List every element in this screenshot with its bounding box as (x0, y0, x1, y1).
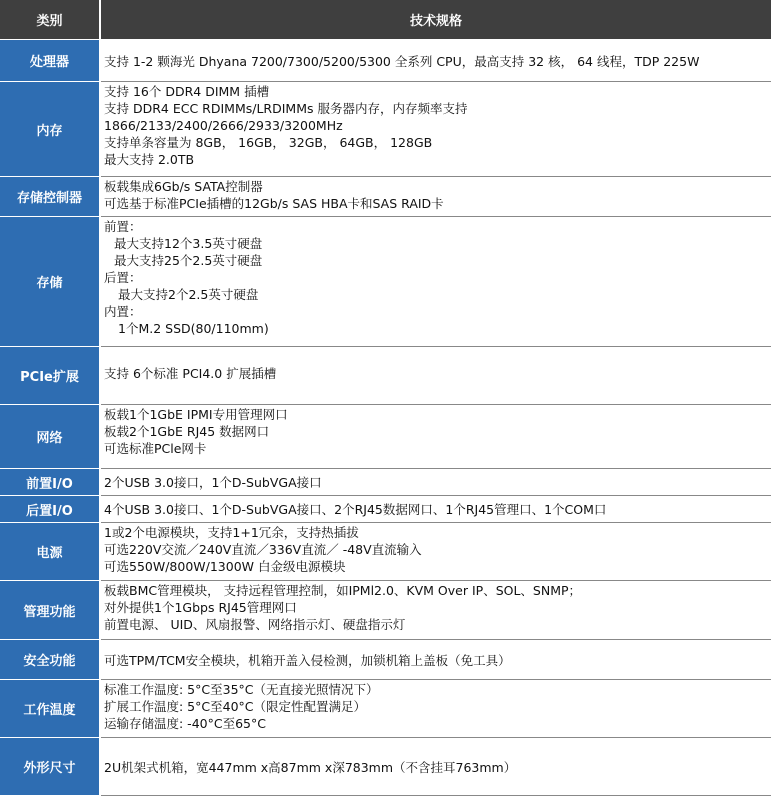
spec-line: 支持单条容量为 8GB， 16GB， 32GB， 64GB， 128GB (104, 135, 433, 150)
spec-cell (100, 405, 771, 469)
spec-cell (100, 640, 771, 680)
table-row (0, 581, 771, 640)
spec-line: 板载BMC管理模块， 支持远程管理控制，如IPMl2.0、KVM Over IP、SOL、SNMP； (104, 583, 582, 598)
spec-line: 可选220V交流／240V直流／336V直流／ -48V直流输入 (104, 542, 422, 557)
spec-line: 支持 16个 DDR4 DIMM 插槽 (104, 84, 270, 99)
category-cell: 管理功能 (0, 581, 100, 640)
spec-line: 可选基于标准PCIe插槽的12Gb/s SAS HBA卡和SAS RAID卡 (104, 196, 444, 211)
spec-cell (100, 347, 771, 405)
header-category: 类别 (0, 0, 100, 40)
table-row (0, 217, 771, 347)
spec-line: 可选标准PCle网卡 (104, 441, 207, 456)
spec-line: 最大支持12个3.5英寸硬盘 (114, 236, 263, 251)
spec-line: 后置： (104, 270, 142, 285)
spec-cell (100, 469, 771, 496)
spec-line: 最大支持2个2.5英寸硬盘 (118, 287, 259, 302)
spec-cell (100, 40, 771, 82)
table-row (0, 82, 771, 177)
category-cell: 存储控制器 (0, 177, 100, 217)
spec-line: 板载集成6Gb/s SATA控制器 (104, 179, 263, 194)
spec-cell (100, 680, 771, 738)
spec-line: 4个USB 3.0接口、1个D-SubVGA接口、2个RJ45数据网口、1个RJ45管理口、1个COM口 (104, 502, 607, 517)
spec-line: 2个USB 3.0接口，1个D-SubVGA接口 (104, 475, 322, 490)
spec-cell (100, 496, 771, 523)
category-cell: 前置I/O (0, 469, 100, 496)
table-row (0, 347, 771, 405)
spec-line: 板载1个1GbE IPMI专用管理网口 (104, 407, 288, 422)
table-row (0, 640, 771, 680)
table-row (0, 496, 771, 523)
spec-line: 前置电源、 UID、风扇报警、网络指示灯、硬盘指示灯 (104, 617, 406, 632)
table-row (0, 523, 771, 581)
table-row (0, 738, 771, 796)
spec-line: 扩展工作温度: 5°C至40°C（限定性配置满足） (104, 699, 367, 714)
category-cell: PCIe扩展 (0, 347, 100, 405)
spec-line: 1或2个电源模块，支持1+1冗余，支持热插拔 (104, 525, 359, 540)
spec-line: 支持 DDR4 ECC RDIMMs/LRDIMMs 服务器内存，内存频率支持 (104, 101, 468, 116)
spec-cell (100, 523, 771, 581)
header-row (0, 0, 771, 40)
spec-line: 2U机架式机箱，宽447mm x高87mm x深783mm（不含挂耳763mm） (104, 759, 517, 775)
category-cell: 内存 (0, 82, 100, 177)
table-row (0, 469, 771, 496)
category-cell: 电源 (0, 523, 100, 581)
table-row (0, 405, 771, 469)
spec-cell (100, 738, 771, 796)
category-cell: 安全功能 (0, 640, 100, 680)
spec-line: 运输存储温度: -40°C至65°C (104, 716, 266, 731)
spec-line: 对外提供1个1Gbps RJ45管理网口 (104, 600, 297, 615)
spec-line: 内置： (104, 304, 142, 319)
spec-line: 前置： (104, 219, 142, 234)
category-cell: 网络 (0, 405, 100, 469)
spec-cell (100, 82, 771, 177)
spec-line: 支持 1-2 颗海光 Dhyana 7200/7300/5200/5300 全系列 CPU，最高支持 32 核， 64 线程，TDP 225W (104, 53, 700, 69)
spec-cell (100, 581, 771, 640)
spec-line: 最大支持25个2.5英寸硬盘 (114, 253, 263, 268)
category-cell: 处理器 (0, 40, 100, 82)
category-cell: 存储 (0, 217, 100, 347)
spec-cell (100, 217, 771, 347)
spec-cell (100, 177, 771, 217)
category-cell: 后置I/O (0, 496, 100, 523)
table-row (0, 680, 771, 738)
table-row (0, 40, 771, 82)
spec-line: 可选550W/800W/1300W 白金级电源模块 (104, 559, 346, 574)
spec-line: 可选TPM/TCM安全模块，机箱开盖入侵检测，加锁机箱上盖板（免工具） (104, 652, 511, 668)
spec-line: 支持 6个标准 PCI4.0 扩展插槽 (104, 366, 277, 381)
header-spec: 技术规格 (100, 0, 771, 40)
spec-line: 标准工作温度: 5°C至35°C（无直接光照情况下） (104, 682, 379, 697)
spec-line: 1个M.2 SSD(80/110mm) (118, 321, 269, 336)
table-row (0, 177, 771, 217)
category-cell: 外形尺寸 (0, 738, 100, 796)
spec-line: 1866/2133/2400/2666/2933/3200MHz (104, 118, 343, 133)
spec-line: 板载2个1GbE RJ45 数据网口 (104, 424, 270, 439)
category-cell: 工作温度 (0, 680, 100, 738)
spec-line: 最大支持 2.0TB (104, 152, 195, 167)
